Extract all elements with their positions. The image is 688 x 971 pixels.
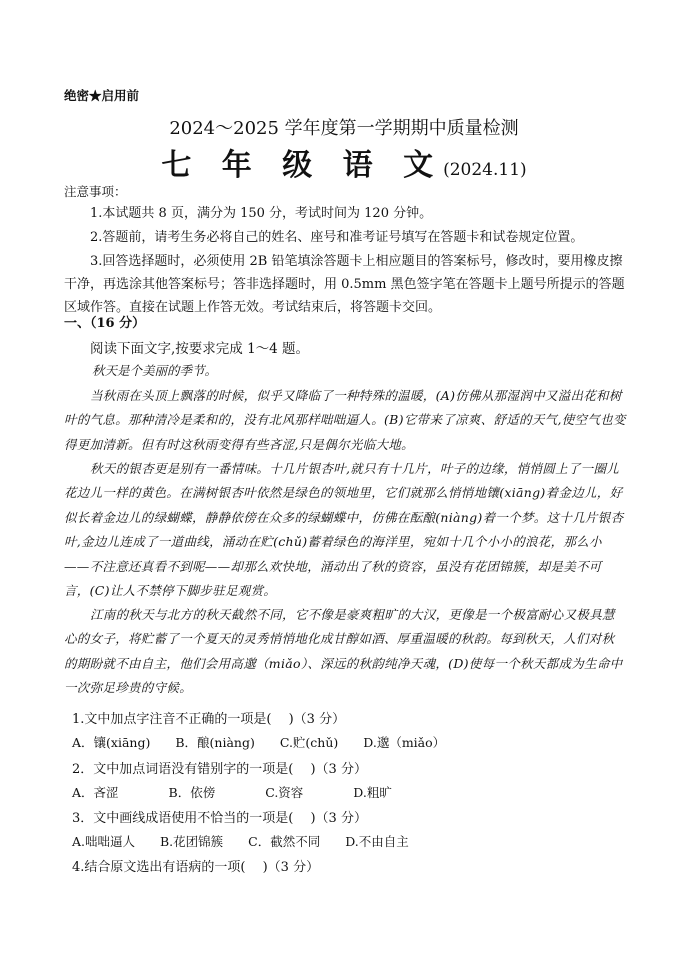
notes-heading: 注意事项： [64,184,127,199]
exam-date: (2024.11) [443,160,527,180]
exam-title: 2024～2025 学年度第一学期期中质量检测 [169,118,519,139]
question-options: A．吝涩 B．依傍 C.资容 D.粗旷 [72,785,392,800]
question-stem: 3．文中画线成语使用不恰当的一项是( )（3 分） [72,811,367,826]
question-options: A.咄咄逼人 B.花团锦簇 C．截然不同 D.不由自主 [72,834,409,849]
question-stem: 4.结合原文选出有语病的一项( )（3 分） [72,860,320,875]
section-heading: 一、（16 分） [64,316,146,331]
question-stem: 1.文中加点字注音不正确的一项是( )（3 分） [72,712,346,727]
question-options: A．镶(xiāng) B．酿(niàng) C.贮(chǔ) D.邈（miǎo） [72,735,446,750]
question-stem: 2．文中加点词语没有错别字的一项是( )（3 分） [72,762,367,777]
subject-title: 七 年 级 语 文 [161,148,444,183]
note-item: 2.答题前，请考生务必将自己的姓名、座号和准考证号填写在答题卡和试卷规定位置。 [90,230,584,245]
note-item: 3.回答选择题时，必须使用 2B 铅笔填涂答题卡上相应题目的答案标号，修改时，要用橡皮擦干净，再选涂其他答案标号；答非选择题时，用 0.5mm 黑色签字笔在答题卡上题号所提示的答题区域作答。直接在试题上作答无效。考试结束后，将答题卡交回。 [64,254,625,315]
subject-line [0,140,688,184]
section-instruction: 阅读下面文字,按要求完成 1～4 题。 [90,341,310,357]
passage-title: 秋天是个美丽的季节。 [92,363,218,378]
passage-paragraph: 秋天的银杏更是别有一番情味。十几片银杏叶,就只有十几片，叶子的边缘，悄悄圆上了一圈儿花边儿一样的黄色。在满树银杏叶依然是绿色的领地里，它们就那么悄悄地镶(xiāng)着金边儿，好似长着金边儿的绿蝴蝶，静静依傍在众多的绿蝴蝶中，仿佛在酝酿(niàng)着一个梦。这十几片银杏叶,金边儿连成了一道曲线，涌动在贮(chǔ)蓄着绿色的海洋里，宛如十几个小小的浪花，那么小——不注意还真看不到呢——却那么欢快地，涌动出了秋的资容，虽没有花团锦簇，却是美不可言，(C)让人不禁停下脚步驻足观赏。 [64,461,624,599]
secret-label: 绝密★启用前 [64,88,140,103]
note-item: 1.本试题共 8 页，满分为 150 分，考试时间为 120 分钟。 [90,206,433,221]
passage-paragraph: 江南的秋天与北方的秋天截然不同，它不像是豪爽粗旷的大汉，更像是一个极富耐心又极具慧心的女子，将贮蓄了一个夏天的灵秀悄悄地化成甘醇如酒、厚重温暖的秋韵。每到秋天，人们对秋的期盼就不由自主，他们会用高邈（miǎo）、深远的秋韵纯净天魂，(D)使每一个秋天都成为生命中一次弥足珍贵的守候。 [64,607,623,696]
passage-paragraph: 当秋雨在头顶上飘落的时候，似乎又降临了一种特殊的温暖，(A)仿佛从那湿润中又溢出花和树叶的气息。那种清冷是柔和的，没有北风那样咄咄逼人。(B)它带来了凉爽、舒适的天气,使空气也变得更加清新。但有时这秋雨变得有些吝涩,只是偶尔光临大地。 [64,388,626,452]
